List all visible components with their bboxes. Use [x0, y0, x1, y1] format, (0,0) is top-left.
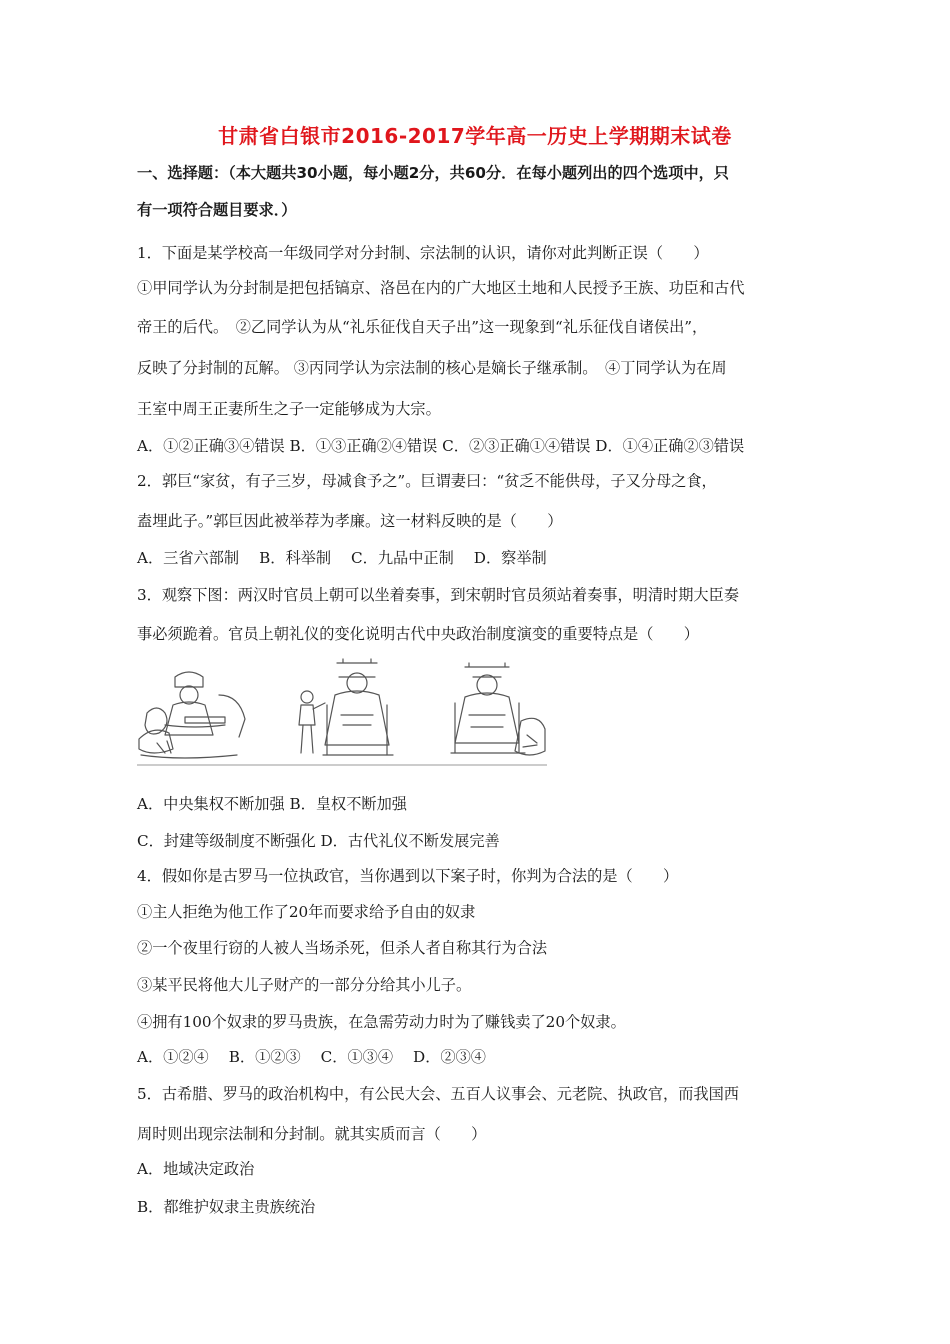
q2-stem: 2．郭巨“家贫，有子三岁，母减食予之”。巨谓妻曰：“贫乏不能供母，子又分母之食，	[137, 472, 717, 490]
q4-item-1: ①主人拒绝为他工作了20年而要求给予自由的奴隶	[137, 903, 476, 921]
ming-qing-kneeling-scene	[451, 663, 545, 755]
q5-line-2: 周时则出现宗法制和分封制。就其实质而言（ ）	[137, 1125, 487, 1143]
q1-line-4: 反映了分封制的瓦解。 ③丙同学认为宗法制的核心是嫡长子继承制。 ④丁同学认为在周	[137, 359, 727, 377]
q1-line-3: 帝王的后代。 ②乙同学认为从“礼乐征伐自天子出”这一现象到“礼乐征伐自诸侯出”，	[137, 318, 708, 336]
q1-stem: 1．下面是某学校高一年级同学对分封制、宗法制的认识，请你对此判断正误（ ）	[137, 244, 709, 262]
q2-options: A．三省六部制 B．科举制 C．九品中正制 D．察举制	[137, 549, 547, 567]
q3-options-2: C．封建等级制度不断强化 D．古代礼仪不断发展完善	[137, 832, 500, 850]
q4-item-3: ③某平民将他大儿子财产的一部分分给其小儿子。	[137, 976, 472, 994]
section-header-line-2: 有一项符合题目要求．）	[137, 201, 297, 219]
q1-line-2: ①甲同学认为分封制是把包括镐京、洛邑在内的广大地区土地和人民授予王族、功臣和古代	[137, 279, 745, 297]
han-seated-scene	[139, 672, 245, 758]
q1-options: A．①②正确③④错误 B．①③正确②④错误 C．②③正确①④错误 D．①④正确②③错误	[137, 437, 745, 455]
q5-option-a: A．地域决定政治	[137, 1160, 255, 1178]
q3-options-1: A．中央集权不断加强 B．皇权不断加强	[137, 795, 407, 813]
q5-option-b: B．都维护奴隶主贵族统治	[137, 1198, 316, 1216]
q2-line-2: 盍埋此子。”郭巨因此被举荐为孝廉。这一材料反映的是（ ）	[137, 512, 563, 530]
q4-item-2: ②一个夜里行窃的人被人当场杀死，但杀人者自称其行为合法	[137, 939, 548, 957]
q3-stem: 3．观察下图：两汉时官员上朝可以坐着奏事，到宋朝时官员须站着奏事，明清时期大臣奏	[137, 586, 739, 604]
section-header-line-1: 一、选择题：（本大题共30小题，每小题2分，共60分．在每小题列出的四个选项中，只	[137, 164, 729, 182]
q4-item-4: ④拥有100个奴隶的罗马贵族，在急需劳动力时为了赚钱卖了20个奴隶。	[137, 1013, 626, 1031]
q3-line-2: 事必须跪着。官员上朝礼仪的变化说明古代中央政治制度演变的重要特点是（ ）	[137, 625, 699, 643]
q5-stem: 5．古希腊、罗马的政治机构中，有公民大会、五百人议事会、元老院、执政官，而我国西	[137, 1085, 739, 1103]
court-etiquette-illustration	[137, 655, 547, 767]
exam-title: 甘肃省白银市2016-2017学年高一历史上学期期末试卷	[218, 124, 732, 148]
q4-stem: 4．假如你是古罗马一位执政官，当你遇到以下案子时，你判为合法的是（ ）	[137, 867, 679, 885]
q4-options: A．①②④ B．①②③ C．①③④ D．②③④	[137, 1048, 486, 1066]
song-standing-scene	[299, 659, 393, 755]
q1-line-5: 王室中周王正妻所生之子一定能够成为大宗。	[137, 400, 441, 418]
